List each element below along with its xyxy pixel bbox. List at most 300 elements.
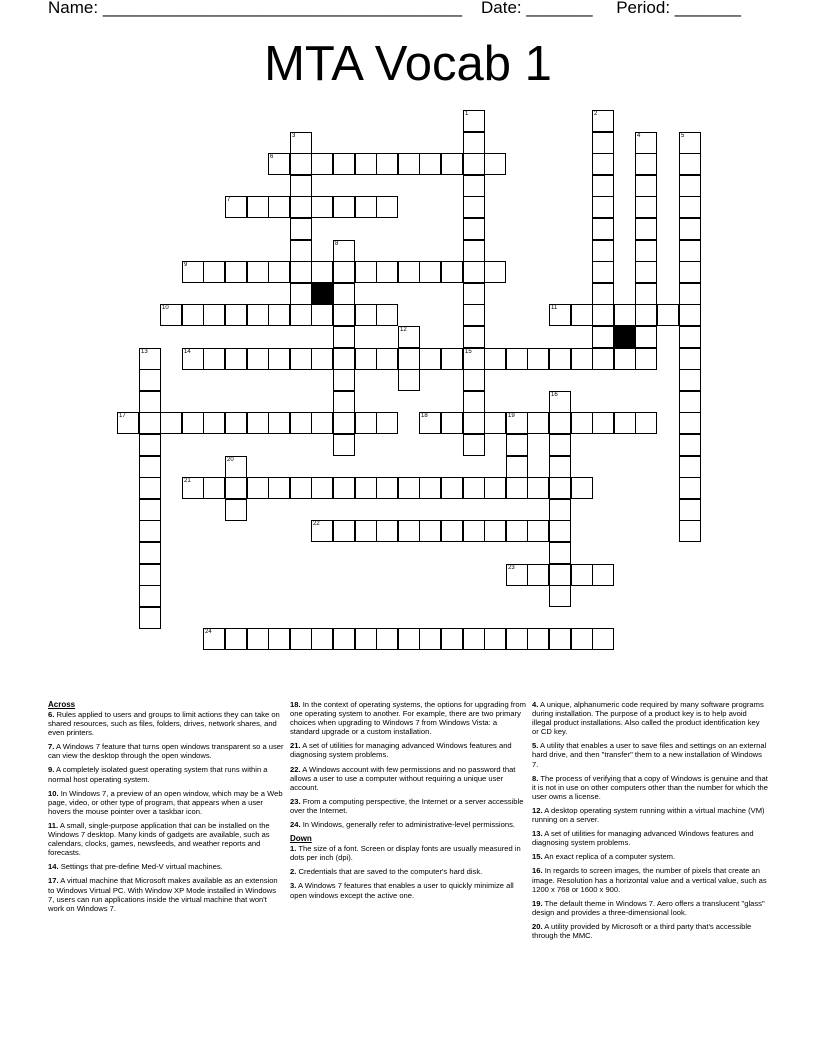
crossword-cell[interactable] [247,304,269,326]
crossword-cell[interactable] [527,628,549,650]
crossword-cell[interactable] [679,391,701,413]
crossword-cell[interactable] [506,564,528,586]
crossword-cell[interactable] [679,132,701,154]
crossword-cell[interactable] [679,434,701,456]
crossword-cell[interactable] [549,564,571,586]
crossword-cell[interactable] [635,283,657,305]
crossword-cell[interactable] [225,499,247,521]
crossword-cell[interactable] [311,477,333,499]
crossword-cell[interactable] [506,348,528,370]
crossword-cell[interactable] [268,628,290,650]
crossword-cell[interactable] [333,628,355,650]
crossword-cell[interactable] [290,261,312,283]
crossword-cell[interactable] [376,477,398,499]
crossword-cell[interactable] [182,261,204,283]
crossword-cell[interactable] [311,628,333,650]
crossword-cell[interactable] [679,369,701,391]
crossword-cell[interactable] [549,585,571,607]
crossword-cell[interactable] [290,283,312,305]
crossword-cell[interactable] [506,477,528,499]
crossword-cell[interactable] [139,369,161,391]
crossword-cell[interactable] [290,412,312,434]
crossword-cell[interactable] [311,520,333,542]
clue-text: Credentials that are saved to the computer's hard disk. [298,867,483,877]
crossword-cell[interactable] [679,283,701,305]
crossword-cell[interactable] [333,304,355,326]
clue-number: 24 [205,629,212,635]
down-clue [290,881,526,899]
crossword-cell[interactable] [419,412,441,434]
crossword-cell[interactable] [290,348,312,370]
crossword-cell[interactable] [311,261,333,283]
crossword-cell[interactable] [571,477,593,499]
crossword-cell[interactable] [549,542,571,564]
crossword-cell[interactable] [333,477,355,499]
crossword-cell[interactable] [592,132,614,154]
crossword-cell[interactable] [506,434,528,456]
clue-text: A completely isolated guest operating system that runs within a normal host operating system. [48,765,268,784]
crossword-cell[interactable] [419,477,441,499]
clue-num: 10. [48,788,59,798]
crossword-cell[interactable] [333,283,355,305]
crossword-cell[interactable] [225,304,247,326]
crossword-cell[interactable] [441,261,463,283]
clue-text: The size of a font. Screen or display fonts are usually measured in dots per inch (dpi). [290,844,521,863]
clue-number: 6 [270,154,274,160]
crossword-cell[interactable] [592,628,614,650]
crossword-cell[interactable] [419,153,441,175]
crossword-cell[interactable] [355,153,377,175]
crossword-cell[interactable] [160,412,182,434]
clue-text: An exact replica of a computer system. [544,852,676,862]
crossword-cell[interactable] [139,456,161,478]
clue-number: 11 [551,305,558,311]
crossword-cell[interactable] [441,520,463,542]
crossword-cell[interactable] [268,153,290,175]
crossword-cell[interactable] [463,283,485,305]
crossword-cell[interactable] [333,391,355,413]
crossword-cell[interactable] [549,520,571,542]
crossword-cell[interactable] [592,304,614,326]
clue-text: A set of utilities for managing advanced Windows features and diagnosing system problems. [290,741,512,760]
crossword-cell[interactable] [463,348,485,370]
crossword-cell[interactable] [635,132,657,154]
crossword-cell[interactable] [398,477,420,499]
crossword-cell[interactable] [592,348,614,370]
across-clue [290,700,526,736]
crossword-cell[interactable] [247,261,269,283]
crossword-cell[interactable] [225,348,247,370]
crossword-cell[interactable] [484,628,506,650]
crossword-cell[interactable] [139,391,161,413]
crossword-cell[interactable] [571,564,593,586]
crossword-cell[interactable] [592,196,614,218]
crossword-cell[interactable] [679,412,701,434]
crossword-cell[interactable] [268,304,290,326]
crossword-cell[interactable] [290,240,312,262]
crossword-cell[interactable] [290,477,312,499]
name-label: Name: [48,0,99,17]
clue-text: Rules applied to users and groups to limit actions they can take on shared resources, such as files, folders, drives, network shares, and even printers. [48,710,280,738]
crossword-cell[interactable] [484,261,506,283]
crossword-cell[interactable] [635,175,657,197]
clue-num: 4. [532,700,539,709]
crossword-cell[interactable] [463,132,485,154]
crossword-cell[interactable] [592,218,614,240]
crossword-cell[interactable] [290,218,312,240]
crossword-cell[interactable] [592,153,614,175]
crossword-cell[interactable] [463,326,485,348]
crossword-cell[interactable] [549,434,571,456]
clue-num: 11. [48,820,59,830]
crossword-cell[interactable] [679,456,701,478]
crossword-cell[interactable] [506,520,528,542]
crossword-cell[interactable] [463,304,485,326]
crossword-cell[interactable] [290,132,312,154]
down-clue [532,829,768,847]
crossword-cell[interactable] [571,412,593,434]
crossword-cell[interactable] [506,456,528,478]
across-heading: Across [48,700,76,709]
crossword-cell[interactable] [441,412,463,434]
crossword-cell[interactable] [506,628,528,650]
crossword-cell[interactable] [355,304,377,326]
crossword-cell[interactable] [419,628,441,650]
crossword-cell[interactable] [549,412,571,434]
crossword-cell[interactable] [635,348,657,370]
crossword-cell[interactable] [376,520,398,542]
crossword-cell[interactable] [484,520,506,542]
crossword-cell[interactable] [225,196,247,218]
clue-text: A utility provided by Microsoft or a third party that's accessible through the MMC. [532,921,752,940]
crossword-cell[interactable] [139,564,161,586]
crossword-cell[interactable] [355,628,377,650]
crossword-cell[interactable] [376,348,398,370]
date-blank[interactable]: _______ [526,0,593,17]
clue-text: In Windows, generally refer to administrative-level permissions. [302,820,515,830]
across-clue [48,710,284,737]
crossword-cell[interactable] [225,628,247,650]
clue-text: A virtual machine that Microsoft makes available as an extension to Windows Virtual PC. With Window XP Mode installed in Windows 7, users can run applications inside the virtual machine that won't work on Windows 7. [48,876,278,913]
crossword-cell[interactable] [635,261,657,283]
crossword-cell[interactable] [333,261,355,283]
crossword-cell[interactable] [463,196,485,218]
crossword-cell[interactable] [333,326,355,348]
crossword-cell[interactable] [635,218,657,240]
clue-number: 16 [551,392,558,398]
crossword-cell[interactable] [182,477,204,499]
crossword-cell[interactable] [139,520,161,542]
crossword-cell[interactable] [311,153,333,175]
crossword-cell[interactable] [333,153,355,175]
crossword-cell[interactable] [225,477,247,499]
crossword-cell[interactable] [549,304,571,326]
clue-number: 1 [465,111,469,117]
crossword-cell[interactable] [679,477,701,499]
crossword-cell[interactable] [203,477,225,499]
crossword-cell[interactable] [139,542,161,564]
crossword-cell[interactable] [355,261,377,283]
clue-number: 8 [335,241,339,247]
crossword-cell[interactable] [463,412,485,434]
clue-text: A unique, alphanumeric code required by many software programs during installation. The purpose of a product key is to help avoid illegal product installations. Also called the product identification key or CD key. [532,700,764,737]
crossword-cell[interactable] [463,369,485,391]
crossword-cell[interactable] [247,412,269,434]
crossword-cell[interactable] [333,369,355,391]
clue-num: 6. [48,710,55,719]
crossword-cell[interactable] [657,304,679,326]
down-clue-list-continued [532,700,768,940]
crossword-cell[interactable] [484,477,506,499]
crossword-cell[interactable] [592,283,614,305]
crossword-cell[interactable] [376,628,398,650]
crossword-cell[interactable] [203,348,225,370]
crossword-cell[interactable] [398,628,420,650]
clue-number: 2 [594,111,598,117]
crossword-cell[interactable] [592,326,614,348]
crossword-cell[interactable] [679,348,701,370]
clue-number: 5 [681,133,685,139]
crossword-cell[interactable] [117,412,139,434]
clue-text: In regards to screen images, the number of pixels that create an image. Resolution has a horizontal value and a vertical value, such as 1200 x 768 or 1600 x 900. [532,866,767,894]
crossword-cell[interactable] [614,348,636,370]
crossword-cell[interactable] [635,304,657,326]
crossword-cell[interactable] [614,412,636,434]
crossword-cell[interactable] [463,240,485,262]
clue-num: 13. [532,829,543,839]
crossword-cell[interactable] [311,348,333,370]
clue-num: 15. [532,852,543,862]
crossword-cell[interactable] [441,628,463,650]
crossword-cell[interactable] [419,261,441,283]
crossword-cell[interactable] [635,326,657,348]
date-label: Date: [481,0,522,17]
crossword-cell[interactable] [290,175,312,197]
crossword-cell[interactable] [290,196,312,218]
crossword-cell[interactable] [247,477,269,499]
clue-num: 17. [48,876,59,886]
crossword-cell[interactable] [268,261,290,283]
crossword-cell[interactable] [268,477,290,499]
crossword-cell[interactable] [398,153,420,175]
period-blank[interactable]: _______ [674,0,741,17]
crossword-cell[interactable] [311,196,333,218]
crossword-cell[interactable] [679,153,701,175]
crossword-cell[interactable] [679,261,701,283]
crossword-cell[interactable] [484,348,506,370]
crossword-cell[interactable] [463,520,485,542]
crossword-cell[interactable] [484,412,506,434]
crossword-cell[interactable] [441,477,463,499]
crossword-cell[interactable] [355,477,377,499]
crossword-cell[interactable] [203,628,225,650]
crossword-cell[interactable] [463,391,485,413]
crossword-cell[interactable] [592,261,614,283]
crossword-cell[interactable] [311,412,333,434]
across-clue [290,820,526,829]
crossword-cell[interactable] [398,326,420,348]
crossword-cell[interactable] [355,520,377,542]
crossword-cell[interactable] [139,434,161,456]
crossword-cell[interactable] [290,153,312,175]
crossword-cell[interactable] [463,153,485,175]
crossword-cell[interactable] [592,564,614,586]
crossword-cell[interactable] [635,412,657,434]
crossword-cell[interactable] [441,348,463,370]
clue-num: 2. [290,867,297,877]
crossword-cell[interactable] [549,348,571,370]
crossword-cell[interactable] [225,456,247,478]
crossword-cell[interactable] [527,348,549,370]
crossword-cell[interactable] [679,175,701,197]
crossword-cell[interactable] [549,477,571,499]
crossword-cell[interactable] [247,348,269,370]
crossword-cell[interactable] [679,218,701,240]
down-clue [532,852,768,861]
crossword-cell[interactable] [679,499,701,521]
clue-num: 24. [290,820,301,830]
crossword-cell[interactable] [398,369,420,391]
clue-num: 18. [290,700,301,709]
crossword-cell[interactable] [139,477,161,499]
crossword-cell[interactable] [679,196,701,218]
crossword-cell[interactable] [333,348,355,370]
crossword-cell[interactable] [376,412,398,434]
crossword-cell[interactable] [225,412,247,434]
crossword-cell[interactable] [527,520,549,542]
across-clue [48,789,284,816]
crossword-cell[interactable] [635,153,657,175]
crossword-cell[interactable] [679,520,701,542]
crossword-cell[interactable] [506,412,528,434]
crossword-cell[interactable] [484,153,506,175]
crossword-cell[interactable] [203,304,225,326]
crossword-cell[interactable] [549,628,571,650]
crossword-cell[interactable] [333,412,355,434]
crossword-cell[interactable] [376,304,398,326]
crossword-cell[interactable] [549,499,571,521]
crossword-cell[interactable] [527,564,549,586]
crossword-cell[interactable] [139,348,161,370]
crossword-cell[interactable] [527,477,549,499]
crossword-cell[interactable] [355,348,377,370]
crossword-cell[interactable] [571,348,593,370]
down-clue [532,741,768,768]
crossword-cell[interactable] [376,261,398,283]
crossword-cell[interactable] [614,304,636,326]
crossword-cell[interactable] [160,304,182,326]
crossword-cell[interactable] [592,175,614,197]
crossword-cell[interactable] [463,175,485,197]
down-clue [532,922,768,940]
clue-number: 12 [400,327,407,333]
crossword-cell[interactable] [592,240,614,262]
clue-num: 9. [48,765,55,775]
crossword-cell[interactable] [398,520,420,542]
crossword-cell[interactable] [182,348,204,370]
crossword-cell[interactable] [549,456,571,478]
crossword-cell[interactable] [333,196,355,218]
crossword-cell[interactable] [463,477,485,499]
crossword-cell[interactable] [549,391,571,413]
crossword-cell[interactable] [441,153,463,175]
clue-text: A Windows 7 feature that turns open windows transparent so a user can view the desktop through the open windows. [48,742,284,761]
crossword-cell[interactable] [139,499,161,521]
down-clue [290,867,526,876]
crossword-cell[interactable] [419,348,441,370]
clue-text: A utility that enables a user to save files and settings on an external hard drive, and then "transfer" them to a new installation of Windows 7. [532,741,767,769]
crossword-cell[interactable] [463,261,485,283]
crossword-cell[interactable] [398,348,420,370]
name-blank[interactable]: ______________________________________ [102,0,463,17]
clue-num: 21. [290,741,301,751]
crossword-cell[interactable] [463,218,485,240]
crossword-cell[interactable] [571,304,593,326]
crossword-cell[interactable] [268,412,290,434]
crossword-cell[interactable] [592,412,614,434]
crossword-cell[interactable] [679,240,701,262]
crossword-cell[interactable] [463,110,485,132]
crossword-cell[interactable] [203,412,225,434]
crossword-cell[interactable] [527,412,549,434]
clue-num: 16. [532,866,543,876]
crossword-cell[interactable] [225,261,247,283]
clue-text: A Windows 7 features that enables a user to quickly minimize all open windows except the active one. [290,881,514,900]
clue-text: The process of verifying that a copy of Windows is genuine and that it is not in use on other computers other than the number for which the user owns a license. [532,773,768,801]
clue-num: 12. [532,805,543,815]
crossword-cell[interactable] [679,326,701,348]
crossword-cell[interactable] [398,261,420,283]
clue-num: 8. [532,773,539,783]
crossword-cell[interactable] [571,628,593,650]
crossword-cell[interactable] [463,434,485,456]
crossword-cell[interactable] [355,412,377,434]
crossword-cell[interactable] [355,196,377,218]
crossword-cell[interactable] [376,153,398,175]
crossword-cell[interactable] [268,196,290,218]
crossword-cell[interactable] [182,304,204,326]
crossword-cell[interactable] [333,434,355,456]
crossword-cell[interactable] [268,348,290,370]
clue-number: 21 [184,478,191,484]
crossword-cell[interactable] [247,628,269,650]
crossword-cell[interactable] [333,240,355,262]
clues-column-2 [290,700,526,905]
crossword-cell[interactable] [290,628,312,650]
crossword-cell[interactable] [592,110,614,132]
crossword-cell[interactable] [311,304,333,326]
crossword-cell[interactable] [463,628,485,650]
crossword-cell[interactable] [203,261,225,283]
crossword-cell[interactable] [247,196,269,218]
clue-number: 3 [292,133,296,139]
clue-num: 3. [290,881,297,891]
crossword-cell[interactable] [635,196,657,218]
across-clue [48,821,284,857]
crossword-cell[interactable] [139,607,161,629]
across-clue [48,862,284,871]
crossword-cell[interactable] [333,520,355,542]
crossword-cell[interactable] [182,412,204,434]
crossword-cell[interactable] [419,520,441,542]
crossword-cell[interactable] [376,196,398,218]
crossword-cell[interactable] [679,304,701,326]
crossword-cell[interactable] [635,240,657,262]
crossword-cell[interactable] [139,585,161,607]
crossword-cell[interactable] [290,304,312,326]
clues-column-3 [532,700,768,945]
crossword-cell[interactable] [139,412,161,434]
